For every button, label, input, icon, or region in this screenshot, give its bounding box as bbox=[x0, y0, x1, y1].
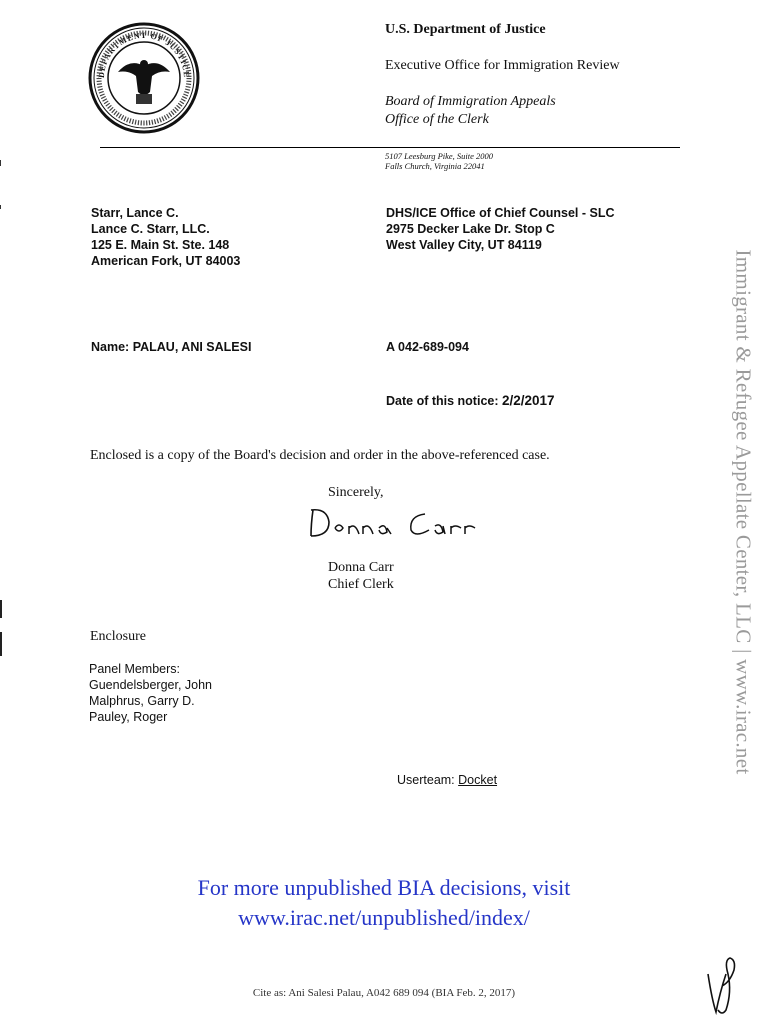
counsel-line: West Valley City, UT 84119 bbox=[386, 238, 542, 252]
enclosure-label: Enclosure bbox=[90, 629, 146, 644]
signer-title: Chief Clerk bbox=[328, 577, 394, 592]
irac-watermark: Immigrant & Refugee Appellate Center, LLC | www.irac.net bbox=[731, 249, 756, 775]
userteam-value: Docket bbox=[458, 773, 498, 787]
scan-mark bbox=[0, 205, 9, 209]
a-number: A 042-689-094 bbox=[386, 340, 469, 354]
recipient-line: American Fork, UT 84003 bbox=[91, 254, 241, 268]
panel-heading: Panel Members: bbox=[89, 662, 181, 676]
office-street: 5107 Leesburg Pike, Suite 2000 bbox=[385, 151, 494, 161]
panel-member: Guendelsberger, John bbox=[89, 678, 213, 692]
office-name: Executive Office for Immigration Review bbox=[385, 58, 620, 73]
doj-seal bbox=[88, 22, 200, 134]
panel-member: Malphrus, Garry D. bbox=[89, 694, 195, 708]
recipient-line: Lance C. Starr, LLC. bbox=[91, 222, 210, 236]
scan-mark bbox=[0, 160, 9, 166]
promo-line-1: For more unpublished BIA decisions, visit bbox=[197, 875, 571, 900]
signature bbox=[305, 502, 495, 544]
userteam bbox=[397, 772, 497, 788]
notice-date-label: Date of this notice: bbox=[386, 394, 499, 408]
recipient-address bbox=[91, 205, 240, 269]
office-city: Falls Church, Virginia 22041 bbox=[385, 161, 485, 171]
panel-member: Pauley, Roger bbox=[89, 710, 168, 724]
clerk-office: Office of the Clerk bbox=[385, 112, 489, 127]
initials-mark bbox=[700, 952, 748, 1020]
agency-name: U.S. Department of Justice bbox=[385, 22, 546, 37]
notice-date bbox=[386, 393, 555, 409]
counsel-line: DHS/ICE Office of Chief Counsel - SLC bbox=[386, 206, 615, 220]
seal-text: DEPARTMENT OF JUSTICE bbox=[96, 30, 192, 79]
name-label: Name: bbox=[91, 340, 130, 354]
notice-date-value: 2/2/2017 bbox=[502, 393, 555, 408]
board-name: Board of Immigration Appeals bbox=[385, 94, 556, 109]
recipient-line: Starr, Lance C. bbox=[91, 206, 179, 220]
recipient-line: 125 E. Main St. Ste. 148 bbox=[91, 238, 230, 252]
counsel-line: 2975 Decker Lake Dr. Stop C bbox=[386, 222, 555, 236]
citation: Cite as: Ani Salesi Palau, A042 689 094 (BIA Feb. 2, 2017) bbox=[252, 987, 516, 999]
letterhead-rule bbox=[100, 147, 680, 148]
promo-line-2[interactable]: www.irac.net/unpublished/index/ bbox=[238, 905, 530, 930]
closing: Sincerely, bbox=[328, 485, 384, 500]
counsel-address bbox=[386, 205, 615, 253]
scan-mark bbox=[0, 632, 10, 656]
enclosed-text: Enclosed is a copy of the Board's decision and order in the above-referenced case. bbox=[90, 448, 550, 463]
respondent-name: PALAU, ANI SALESI bbox=[132, 340, 252, 354]
scan-mark bbox=[0, 600, 10, 618]
case-name bbox=[91, 339, 251, 355]
signer-name: Donna Carr bbox=[328, 560, 394, 575]
panel-members bbox=[89, 661, 212, 725]
userteam-label: Userteam: bbox=[397, 773, 455, 787]
